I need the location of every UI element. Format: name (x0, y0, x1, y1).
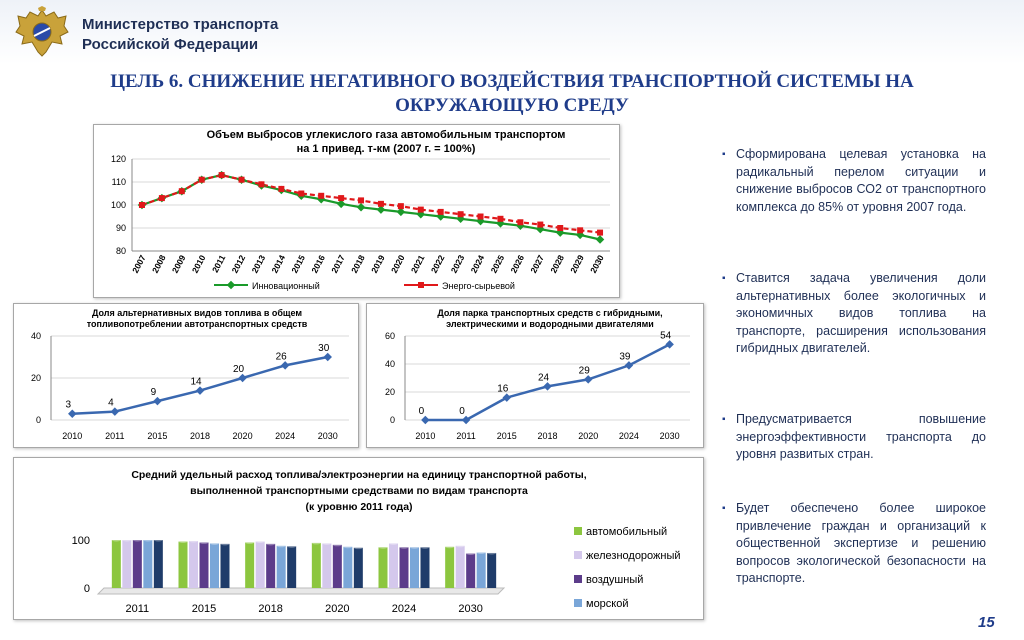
x-tick-label: 2015 (191, 603, 217, 615)
x-tick-label: 2018 (258, 603, 283, 615)
data-point (596, 235, 604, 243)
series-line (142, 175, 600, 233)
co2-chart-title-line2: на 1 привед. т-км (2007 г. = 100%) (296, 143, 476, 155)
bar (143, 540, 152, 588)
cons-chart-title-line1: Средний удельный расход топлива/электроэнергии на единицу транспортной работы, (131, 469, 587, 481)
data-point (398, 203, 404, 209)
coat-of-arms-icon (12, 6, 72, 60)
bar-highlight (400, 546, 409, 549)
data-point (577, 227, 583, 233)
x-tick-label: 2023 (448, 253, 467, 275)
x-tick-label: 2010 (415, 431, 436, 441)
data-label: 9 (150, 387, 157, 399)
data-point (199, 177, 205, 183)
x-tick-label: 2010 (62, 431, 83, 441)
bar-highlight (221, 542, 230, 545)
data-point (597, 230, 603, 236)
hybrid-vehicles-chart (366, 303, 704, 448)
x-tick-label: 2024 (468, 253, 487, 275)
data-label: 29 (578, 365, 590, 377)
y-tick-label: 120 (110, 154, 126, 164)
data-point (543, 382, 551, 390)
x-tick-label: 2028 (548, 253, 566, 275)
ministry-name-line1: Министерство транспорта (82, 16, 279, 33)
x-tick-label: 2015 (496, 431, 517, 441)
bar-highlight (466, 552, 475, 555)
data-label: 30 (318, 343, 330, 354)
data-point (378, 201, 384, 207)
bar (154, 540, 163, 588)
x-tick-label: 2018 (349, 253, 367, 275)
x-tick-label: 2030 (458, 603, 483, 615)
bar (410, 547, 419, 588)
alternative-fuel-chart (13, 303, 359, 448)
data-point (338, 195, 344, 201)
x-tick-label: 2015 (147, 431, 168, 441)
legend-label-innovative: Инновационный (252, 281, 320, 291)
bar-highlight (133, 539, 142, 542)
data-point (68, 409, 76, 417)
bar-highlight (245, 541, 254, 544)
bar-highlight (154, 539, 163, 542)
bar (354, 548, 363, 588)
data-point (421, 416, 429, 424)
bar-highlight (343, 545, 352, 548)
bar (445, 547, 454, 588)
bar-highlight (456, 544, 465, 547)
chart-floor (98, 588, 504, 594)
x-tick-label: 2024 (391, 603, 417, 615)
y-tick-label: 40 (30, 331, 41, 341)
data-point (219, 172, 225, 178)
y-tick-label: 20 (384, 387, 395, 397)
x-tick-label: 2026 (508, 253, 527, 275)
legend-label: железнодорожный (586, 550, 681, 562)
cons-chart-title-line2: выполненной транспортными средствами по видам транспорта (190, 485, 528, 497)
bar (277, 546, 286, 588)
series-line (142, 175, 600, 239)
bar-highlight (421, 546, 430, 549)
data-point (478, 214, 484, 220)
data-point (298, 191, 304, 197)
x-tick-label: 2021 (408, 253, 427, 275)
x-tick-label: 2009 (169, 253, 188, 275)
legend-swatch (574, 599, 582, 607)
y-tick-label: 40 (384, 359, 395, 369)
bar-highlight (322, 542, 331, 545)
hyb-chart-title-line2: электрическими и водородными двигателями (446, 319, 654, 329)
data-point (139, 202, 145, 208)
x-tick-label: 2027 (528, 253, 547, 275)
bar (179, 541, 188, 588)
x-tick-label: 2013 (249, 253, 268, 275)
legend-marker-innovative (227, 281, 235, 289)
data-label: 3 (65, 399, 72, 411)
bar (421, 547, 430, 588)
bar (466, 553, 475, 588)
y-tick-label: 100 (110, 200, 126, 210)
bar (189, 541, 198, 588)
bar (400, 547, 409, 588)
bar-highlight (487, 551, 496, 554)
bar (266, 544, 275, 588)
bar-highlight (379, 546, 388, 549)
bullet-item (722, 500, 986, 588)
legend-swatch (574, 551, 582, 559)
x-tick-label: 2022 (428, 253, 447, 275)
y-tick-label: 60 (384, 331, 395, 341)
bullet-text: Будет обеспечено более широкое привлечение граждан и организаций к общественной экспертизе и решению вопросов экологической безопасности на транспорте. (736, 501, 986, 585)
x-tick-label: 2030 (588, 253, 606, 275)
data-point (153, 397, 161, 405)
data-point (111, 407, 119, 415)
bar (122, 540, 131, 588)
bar-highlight (333, 543, 342, 546)
data-label: 54 (660, 330, 672, 342)
y-tick-label: 80 (115, 246, 126, 256)
hyb-chart-title-line1: Доля парка транспортных средств с гибридными, (437, 308, 663, 318)
y-tick-label: 0 (35, 415, 41, 425)
cons-chart-title-line3: (к уровню 2011 года) (305, 501, 413, 513)
bullet-item (722, 270, 986, 358)
x-tick-label: 2024 (618, 431, 639, 441)
x-tick-label: 2011 (125, 603, 150, 615)
bar (210, 543, 219, 588)
ministry-name-line2: Российской Федерации (82, 36, 259, 53)
data-point (318, 193, 324, 199)
bullet-text: Ставится задача увеличения доли альтернативных более экологичных и экономичных видов топлива на транспорте, расширения использования гибридных двигателей. (736, 271, 986, 355)
x-tick-label: 2007 (130, 253, 148, 275)
bar-highlight (312, 541, 321, 544)
x-tick-label: 2018 (189, 431, 211, 441)
bar-highlight (256, 540, 265, 543)
data-point (458, 211, 464, 217)
data-point (357, 203, 365, 211)
legend-swatch (574, 575, 582, 583)
slide-title: ЦЕЛЬ 6. СНИЖЕНИЕ НЕГАТИВНОГО ВОЗДЕЙСТВИЯ ТРАНСПОРТНОЙ СИСТЕМЫ НА ОКРУЖАЮЩУЮ СРЕДУ (110, 71, 914, 116)
data-point (517, 219, 523, 225)
data-point (358, 197, 364, 203)
bar-highlight (389, 542, 398, 545)
bar-highlight (477, 551, 486, 554)
bar (256, 541, 265, 588)
data-point (557, 225, 563, 231)
data-point (497, 216, 503, 222)
data-label: 26 (275, 351, 287, 363)
bar (133, 540, 142, 588)
bar (200, 542, 209, 588)
bar (245, 542, 254, 588)
data-label: 14 (190, 376, 202, 388)
y-tick-label: 0 (83, 583, 90, 595)
data-point (537, 222, 543, 228)
legend-marker-energy (418, 282, 424, 288)
x-tick-label: 2020 (232, 431, 253, 441)
bullet-text: Сформирована целевая установка на радикальный перелом ситуации и снижение выбросов СО2 от транспортного комплекса до 85% от уровня 2007 года. (736, 147, 986, 214)
bullet-square-icon: ▪ (722, 414, 726, 425)
data-point (239, 177, 245, 183)
data-label: 0 (459, 406, 465, 417)
y-tick-label: 100 (71, 535, 90, 547)
x-tick-label: 2014 (269, 253, 288, 275)
bar (333, 545, 342, 588)
data-label: 4 (108, 397, 114, 409)
data-point (625, 361, 633, 369)
bar-highlight (122, 539, 131, 542)
data-point (159, 195, 165, 201)
bar-highlight (410, 546, 419, 549)
bar (112, 540, 121, 588)
bar (379, 547, 388, 588)
bar-highlight (179, 540, 188, 543)
data-label: 0 (418, 406, 425, 417)
bar-highlight (354, 546, 363, 549)
y-tick-label: 90 (115, 223, 126, 233)
bullet-square-icon: ▪ (722, 503, 726, 514)
data-point (238, 374, 246, 382)
bar (456, 546, 465, 588)
data-point (323, 353, 331, 361)
bar-highlight (143, 539, 152, 542)
bar-highlight (287, 545, 296, 548)
legend-label: воздушный (586, 574, 644, 586)
alt-chart-title-line2: топливопотреблении автотранспортных средств (86, 319, 308, 329)
data-point (584, 375, 592, 383)
x-tick-label: 2015 (289, 253, 308, 275)
data-point (196, 386, 204, 394)
x-tick-label: 2011 (105, 431, 125, 441)
data-label: 24 (537, 372, 550, 384)
x-tick-label: 2024 (275, 431, 296, 441)
co2-chart-title-line1: Объем выбросов углекислого газа автомобильным транспортом (206, 129, 566, 141)
data-point (258, 181, 264, 187)
x-tick-label: 2030 (317, 431, 338, 441)
bar-highlight (200, 541, 209, 544)
alt-chart-title-line1: Доля альтернативных видов топлива в общем (91, 308, 303, 318)
y-tick-label: 20 (30, 373, 41, 383)
bar (322, 543, 331, 588)
legend-label: автомобильный (586, 526, 668, 538)
x-tick-label: 2011 (209, 253, 228, 275)
bar-highlight (266, 542, 275, 545)
x-tick-label: 2020 (388, 253, 407, 275)
bullet-square-icon: ▪ (722, 149, 726, 160)
data-point (281, 361, 289, 369)
bar (477, 552, 486, 588)
data-point (179, 188, 185, 194)
data-point (278, 186, 284, 192)
x-tick-label: 2010 (189, 253, 208, 275)
fuel-consumption-chart (13, 457, 704, 620)
x-tick-label: 2029 (568, 253, 586, 275)
data-point (438, 209, 444, 215)
bar-highlight (445, 545, 454, 548)
bullet-square-icon: ▪ (722, 273, 726, 284)
bar (287, 546, 296, 588)
x-tick-label: 2012 (229, 253, 248, 275)
bullet-text: Предусматривается повышение энергоэффективности транспорта до уровня развитых стран. (736, 412, 986, 461)
co2-emissions-chart (93, 124, 620, 298)
y-tick-label: 110 (111, 177, 126, 187)
x-tick-label: 2017 (329, 253, 347, 275)
x-tick-label: 2011 (456, 431, 476, 441)
data-label: 20 (233, 364, 245, 375)
bar-highlight (277, 544, 286, 547)
legend-label: морской (586, 598, 629, 610)
bullet-item (722, 146, 986, 216)
x-tick-label: 2016 (309, 253, 327, 275)
x-tick-label: 2018 (537, 431, 558, 441)
x-tick-label: 2030 (659, 431, 680, 441)
legend-label-energy: Энерго-сырьевой (442, 281, 515, 291)
data-label: 16 (497, 383, 509, 395)
bar (343, 547, 352, 588)
x-tick-label: 2025 (488, 253, 507, 275)
x-tick-label: 2019 (369, 253, 387, 275)
data-label: 39 (619, 351, 631, 363)
x-tick-label: 2020 (325, 603, 350, 615)
bar-highlight (112, 539, 121, 542)
bar (487, 553, 496, 588)
bar (312, 543, 321, 588)
legend-swatch (574, 527, 582, 535)
bar-highlight (210, 542, 219, 545)
bar (221, 544, 230, 588)
x-tick-label: 2008 (149, 253, 168, 275)
bar (389, 543, 398, 588)
bar-highlight (189, 539, 198, 542)
bullet-item (722, 411, 986, 464)
page-number: 15 (978, 614, 995, 631)
x-tick-label: 2020 (578, 431, 599, 441)
data-point (665, 340, 673, 348)
data-point (418, 207, 424, 213)
y-tick-label: 0 (389, 415, 395, 425)
